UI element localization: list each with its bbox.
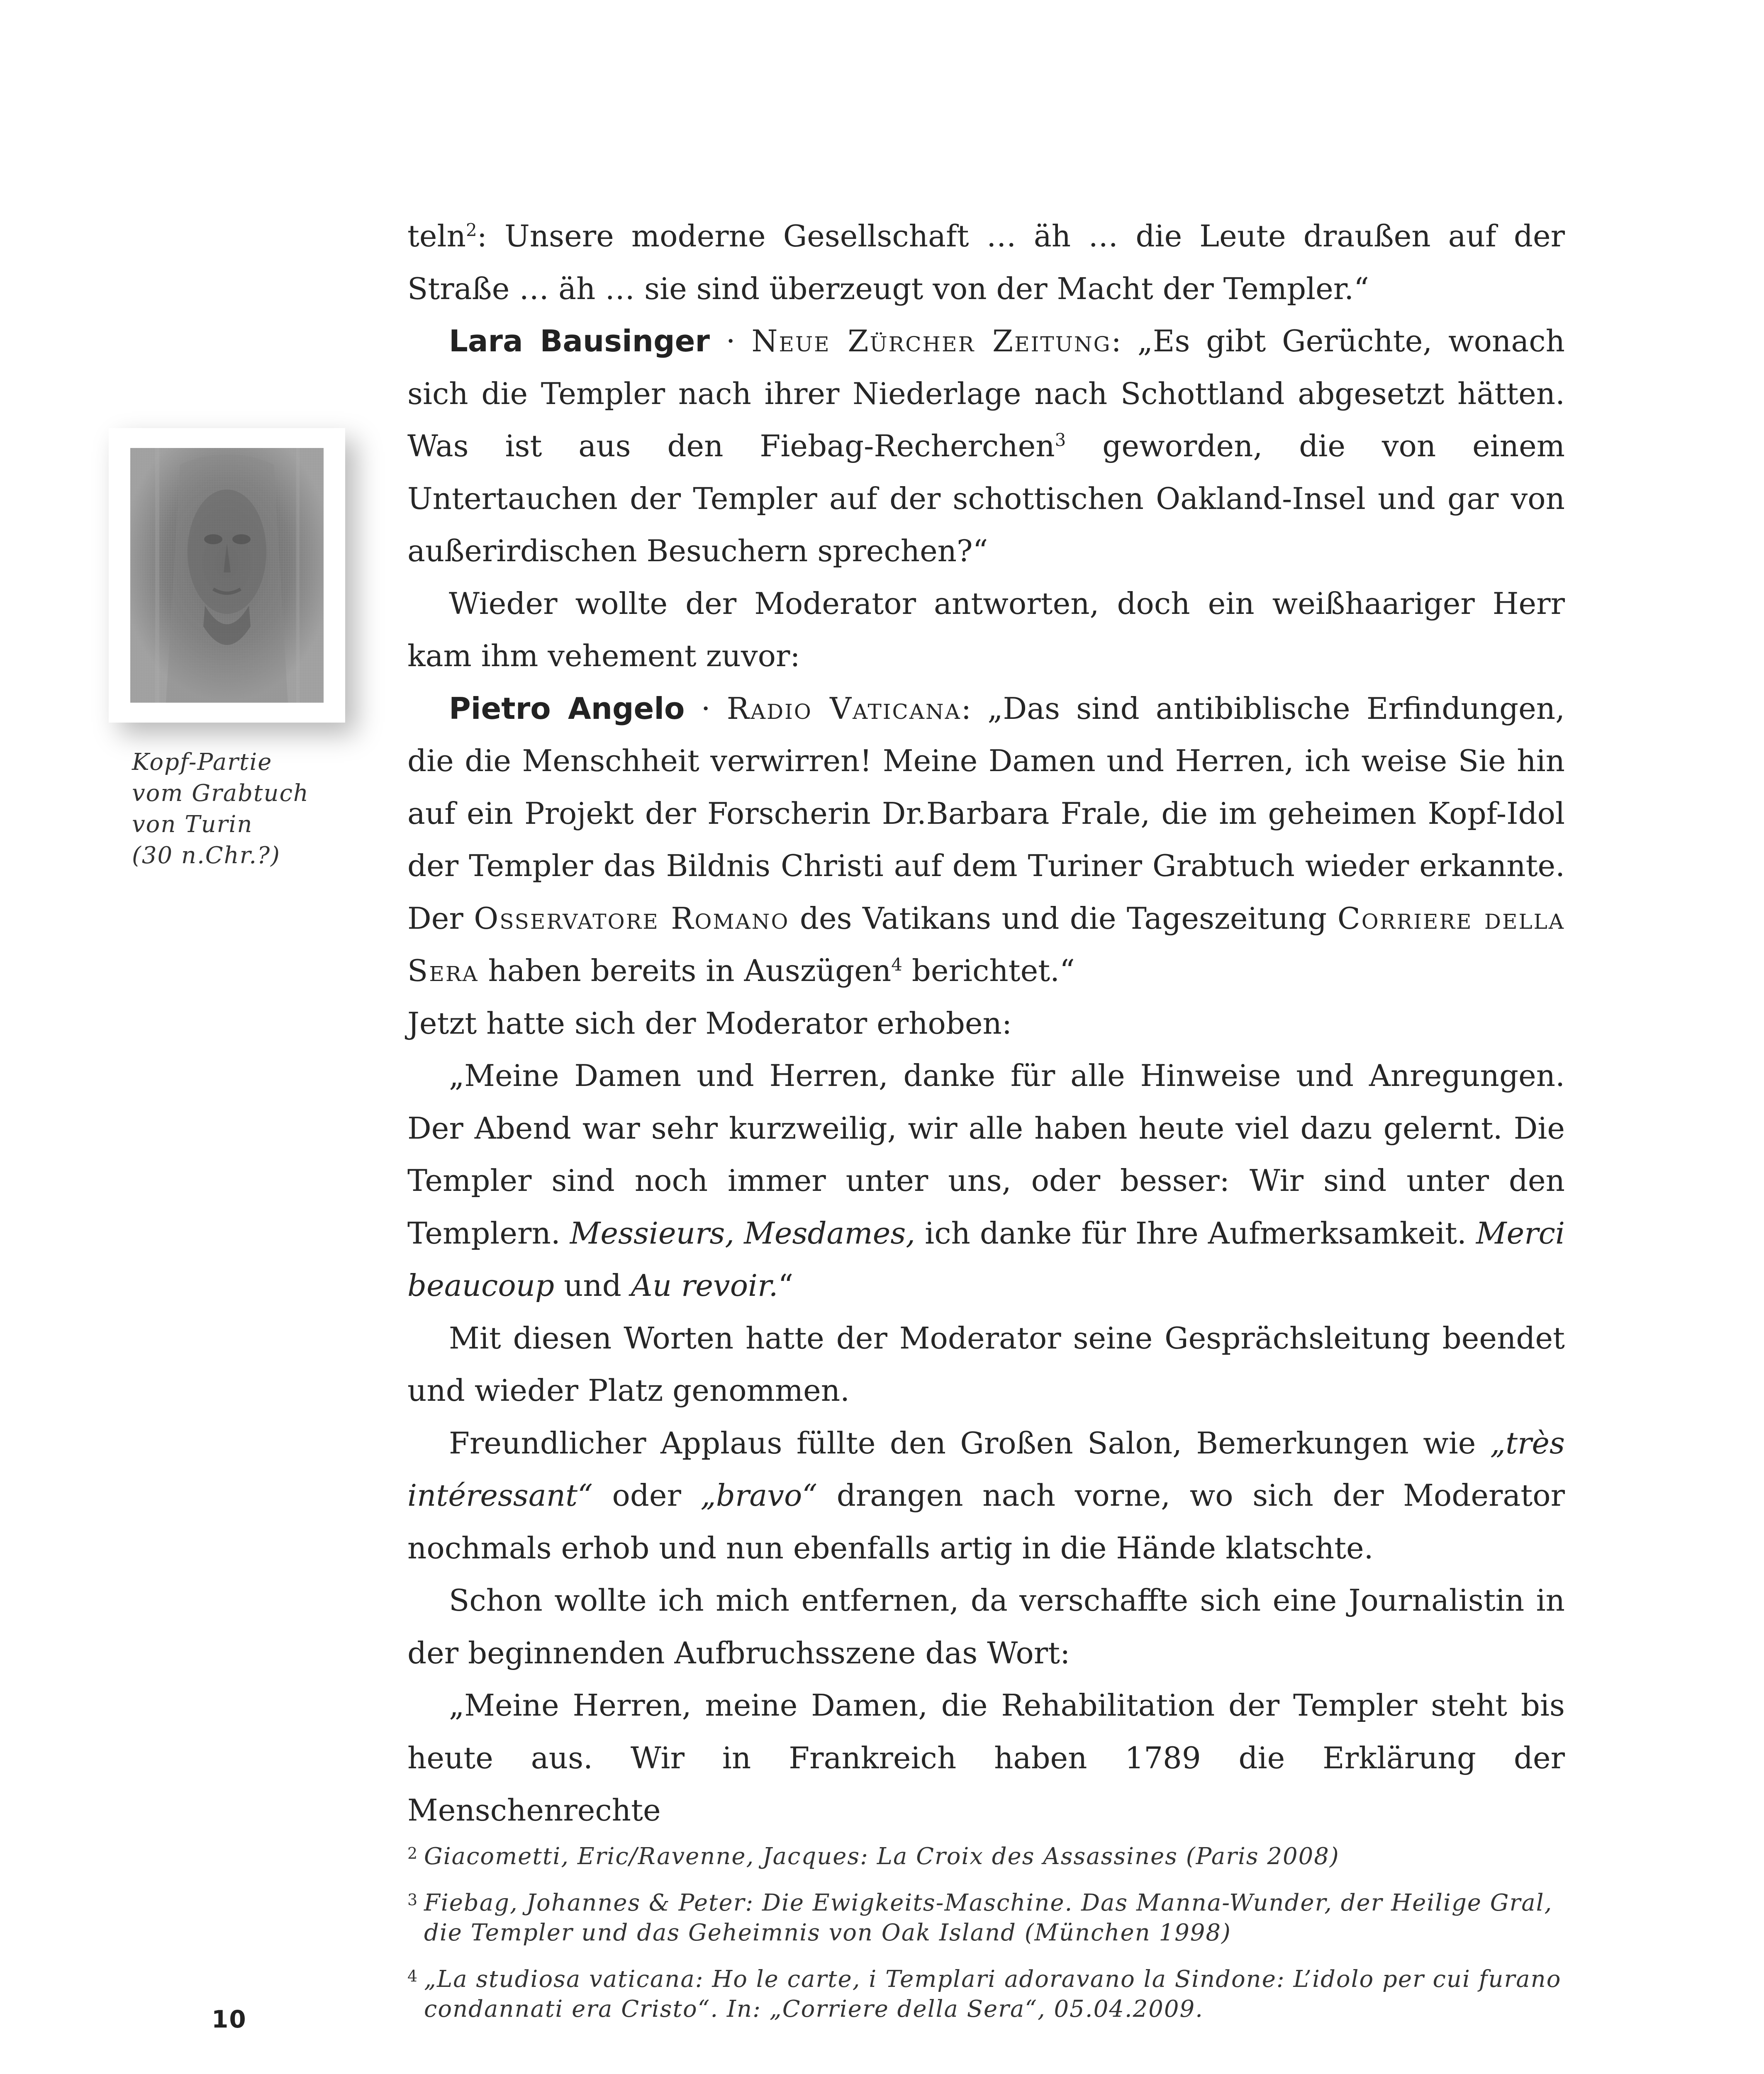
footnotes [407, 1842, 1569, 2041]
footnote-number: 3 [407, 1891, 419, 1909]
paragraph-6: „Meine Damen und Herren, danke für alle Hinweise und Anregungen. Der Abend war sehr kurzweilig, wir alle haben heute viel dazu gelernt. Die Templer sind noch immer unter uns, oder besser: Wir sind unter den Templern. Messieurs, Mesdames, ich danke für Ihre Aufmerksamkeit. Merci beaucoup und Au revoir.“ [407, 1058, 1565, 1303]
footnote-line: die Templer und das Geheimnis von Oak Island (München 1998) [424, 1919, 1231, 1946]
paragraph-2: Lara Bausinger · Neue Zürcher Zeitung: „Es gibt Gerüchte, wonach sich die Templer nach ihrer Niederlage nach Schottland abgesetzt hätten. Was ist aus den Fiebag-Recherchen$^3$ geworden, die von einem Untertauchen der Templer auf der schottischen Oakland-Insel und gar von außerirdischen Besuchern sprechen?“ [407, 324, 1565, 568]
shroud-face-graphic [130, 448, 324, 703]
caption-line: Kopf-Partie [132, 749, 273, 776]
shroud-image-frame [109, 428, 345, 723]
outlet-name: Radio Vaticana [726, 691, 961, 726]
page-number: 10 [212, 2005, 247, 2033]
caption-line: von Turin [132, 811, 253, 838]
figure-caption [132, 747, 309, 871]
outlet-name: Corriere della Sera [407, 901, 1565, 988]
speaker-name: Pietro Angelo [449, 691, 685, 726]
paragraph-7: Mit diesen Worten hatte der Moderator seine Gesprächsleitung beendet und wieder Platz genommen. [407, 1320, 1565, 1408]
footnote-number: 4 [407, 1967, 419, 1985]
footnote-3 [407, 1888, 1569, 1948]
paragraph-9: Schon wollte ich mich entfernen, da verschaffte sich eine Journalistin in der beginnenden Aufbruchsszene das Wort: [407, 1583, 1565, 1670]
body-text [407, 210, 1565, 1837]
footnote-number: 2 [407, 1844, 419, 1862]
outlet-name: Neue Zürcher Zeitung [751, 324, 1111, 358]
paragraph-10: „Meine Herren, meine Damen, die Rehabilitation der Templer steht bis heute aus. Wir in Frankreich haben 1789 die Erklärung der Menschenrechte [407, 1688, 1565, 1828]
footnote-ref-4: 4 [891, 954, 902, 975]
footnote-line: Giacometti, Eric/Ravenne, Jacques: La Croix des Assassines (Paris 2008) [424, 1843, 1340, 1870]
paragraph-3: Wieder wollte der Moderator antworten, doch ein weißhaariger Herr kam ihm vehement zuvor: [407, 586, 1565, 673]
footnote-line: condannati era Cristo“. In: „Corriere della Sera“, 05.04.2009. [424, 1996, 1204, 2023]
footnote-ref-2: 2 [465, 220, 477, 240]
shroud-face-image [130, 448, 324, 703]
footnote-2 [407, 1842, 1569, 1872]
footnote-4 [407, 1964, 1569, 2024]
caption-line: (30 n.Chr.?) [132, 842, 280, 869]
speaker-name: Lara Bausinger [449, 324, 710, 358]
paragraph-1: teln$^2$: Unsere moderne Gesellschaft … äh … die Leute draußen auf der Straße … äh … sie sind überzeugt von der Macht der Templer.“ [407, 219, 1565, 306]
paragraph-4: Pietro Angelo · Radio Vaticana: „Das sind antibiblische Erfindungen, die die Menschheit verwirren! Meine Damen und Herren, ich weise Sie hin auf ein Projekt der Forscherin Dr.Barbara Frale, die im geheimen Kopf-Idol der Templer das Bildnis Christi auf dem Turiner Grabtuch wieder erkannte. Der Osservatore Romano des Vatikans und die Tageszeitung Corriere della Sera haben bereits in Auszügen$^4$ berichtet.“ [407, 691, 1565, 988]
paragraph-8: Freundlicher Applaus füllte den Großen Salon, Bemerkungen wie „très intéressant“ oder „bravo“ drangen nach vorne, wo sich der Moderator nochmals erhob und nun ebenfalls artig in die Hände klatschte. [407, 1425, 1565, 1565]
footnote-line: Fiebag, Johannes & Peter: Die Ewigkeits-Maschine. Das Manna-Wunder, der Heilige Gral, [424, 1889, 1553, 1916]
caption-line: vom Grabtuch [132, 780, 309, 807]
paragraph-5: Jetzt hatte sich der Moderator erhoben: [407, 1005, 1012, 1041]
outlet-name: Osservatore Romano [474, 901, 789, 936]
footnote-ref-3: 3 [1055, 430, 1066, 450]
footnote-line: „La studiosa vaticana: Ho le carte, i Templari adoravano la Sindone: L’idolo per cui furano [424, 1966, 1562, 1993]
